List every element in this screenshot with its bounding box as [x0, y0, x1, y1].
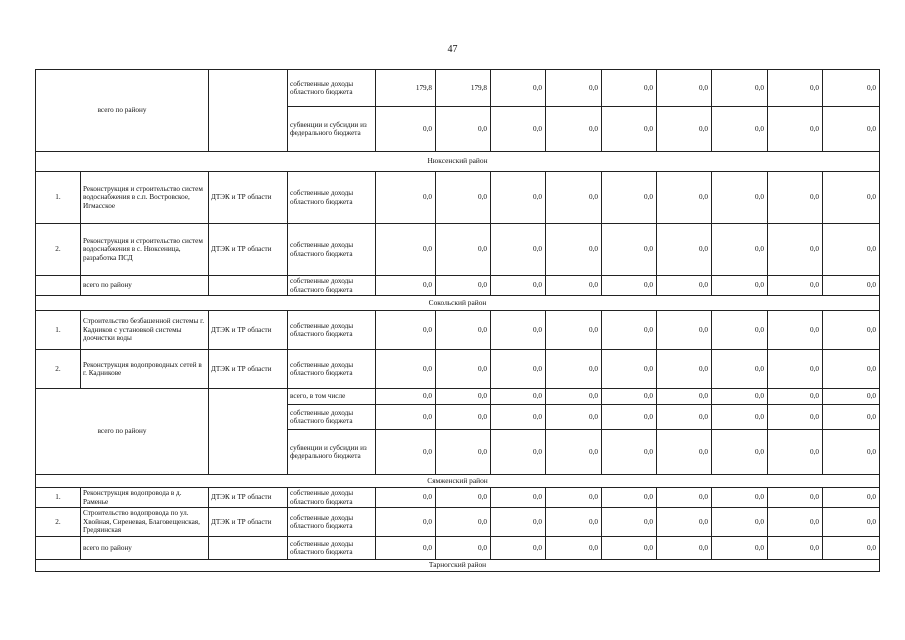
number-cell: [36, 537, 81, 560]
amount-cell: 0,0: [436, 430, 491, 475]
executor-cell: [209, 389, 288, 475]
amount-cell: 0,0: [712, 107, 768, 152]
amount-cell: 0,0: [376, 107, 436, 152]
amount-cell: 0,0: [657, 276, 712, 296]
item-executor: ДТЭК и ТР области: [209, 311, 288, 350]
amount-cell: 0,0: [712, 389, 768, 405]
amount-cell: 0,0: [491, 389, 546, 405]
amount-cell: 0,0: [712, 508, 768, 537]
amount-cell: 0,0: [768, 172, 823, 224]
amount-cell: 0,0: [546, 224, 602, 276]
amount-cell: 0,0: [491, 172, 546, 224]
amount-cell: 0,0: [436, 389, 491, 405]
amount-cell: 0,0: [602, 537, 657, 560]
amount-cell: 0,0: [712, 350, 768, 389]
amount-cell: 0,0: [436, 224, 491, 276]
table-row: [36, 311, 880, 350]
amount-cell: 0,0: [602, 276, 657, 296]
section-row: [36, 560, 880, 572]
table-row: [36, 70, 880, 107]
item-executor: ДТЭК и ТР области: [209, 488, 288, 508]
item-number: 2.: [36, 350, 81, 389]
amount-cell: 0,0: [376, 430, 436, 475]
item-number: 1.: [36, 311, 81, 350]
amount-cell: 0,0: [657, 311, 712, 350]
table-row: [36, 276, 880, 296]
amount-cell: 0,0: [436, 488, 491, 508]
table-row: [36, 172, 880, 224]
amount-cell: 0,0: [546, 537, 602, 560]
amount-cell: 0,0: [823, 537, 880, 560]
section-row: [36, 152, 880, 172]
funding-source: субвенции и субсидии из федерального бюджета: [288, 430, 376, 475]
amount-cell: 0,0: [823, 311, 880, 350]
executor-cell: [209, 537, 288, 560]
amount-cell: 0,0: [491, 508, 546, 537]
item-name: Строительство водопровода по ул. Хвойная, Сиреневая, Благовещенская, Гредяинская: [81, 508, 209, 537]
funding-source: собственные доходы областного бюджета: [288, 172, 376, 224]
funding-source: собственные доходы областного бюджета: [288, 224, 376, 276]
amount-cell: 0,0: [712, 70, 768, 107]
item-name: Реконструкция водопроводных сетей в г. Кадникове: [81, 350, 209, 389]
item-executor: ДТЭК и ТР области: [209, 508, 288, 537]
budget-table: [35, 69, 880, 572]
amount-cell: 0,0: [491, 107, 546, 152]
district-total-label: всего по району: [81, 276, 209, 296]
amount-cell: 0,0: [546, 276, 602, 296]
amount-cell: 0,0: [491, 276, 546, 296]
amount-cell: 0,0: [602, 311, 657, 350]
amount-cell: 0,0: [657, 430, 712, 475]
amount-cell: 0,0: [768, 508, 823, 537]
table-row: [36, 389, 880, 405]
amount-cell: 0,0: [712, 405, 768, 430]
amount-cell: 0,0: [546, 350, 602, 389]
item-executor: ДТЭК и ТР области: [209, 224, 288, 276]
executor-cell: [209, 276, 288, 296]
table-row: [36, 224, 880, 276]
table-row: [36, 508, 880, 537]
amount-cell: 0,0: [436, 537, 491, 560]
amount-cell: 0,0: [602, 350, 657, 389]
number-cell: [36, 276, 81, 296]
amount-cell: 0,0: [436, 405, 491, 430]
amount-cell: 0,0: [602, 107, 657, 152]
amount-cell: 0,0: [491, 405, 546, 430]
amount-cell: 0,0: [823, 508, 880, 537]
amount-cell: 0,0: [768, 107, 823, 152]
funding-source: собственные доходы областного бюджета: [288, 405, 376, 430]
amount-cell: 0,0: [376, 224, 436, 276]
amount-cell: 0,0: [436, 508, 491, 537]
amount-cell: 0,0: [823, 224, 880, 276]
amount-cell: 0,0: [602, 172, 657, 224]
amount-cell: 0,0: [376, 172, 436, 224]
amount-cell: 0,0: [602, 488, 657, 508]
amount-cell: 0,0: [376, 405, 436, 430]
amount-cell: 0,0: [712, 276, 768, 296]
amount-cell: 0,0: [436, 107, 491, 152]
district-total-label: всего по району: [81, 537, 209, 560]
amount-cell: 179,8: [436, 70, 491, 107]
amount-cell: 0,0: [823, 389, 880, 405]
amount-cell: 0,0: [823, 172, 880, 224]
amount-cell: 0,0: [602, 508, 657, 537]
amount-cell: 0,0: [491, 537, 546, 560]
amount-cell: 0,0: [768, 276, 823, 296]
amount-cell: 0,0: [602, 224, 657, 276]
item-name: Реконструкция водопровода в д. Раменье: [81, 488, 209, 508]
item-number: 1.: [36, 172, 81, 224]
amount-cell: 0,0: [768, 488, 823, 508]
amount-cell: 0,0: [436, 172, 491, 224]
section-title: Тарногский район: [36, 560, 880, 572]
amount-cell: 0,0: [376, 311, 436, 350]
amount-cell: 0,0: [436, 350, 491, 389]
amount-cell: 0,0: [657, 172, 712, 224]
amount-cell: 0,0: [376, 488, 436, 508]
funding-source: собственные доходы областного бюджета: [288, 70, 376, 107]
amount-cell: 0,0: [712, 311, 768, 350]
item-name: Реконструкция и строительство систем водоснабжения в с. Нюксеница, разработка ПСД: [81, 224, 209, 276]
amount-cell: 179,8: [376, 70, 436, 107]
amount-cell: 0,0: [657, 70, 712, 107]
funding-source: собственные доходы областного бюджета: [288, 350, 376, 389]
amount-cell: 0,0: [768, 311, 823, 350]
amount-cell: 0,0: [546, 70, 602, 107]
amount-cell: 0,0: [823, 276, 880, 296]
amount-cell: 0,0: [602, 389, 657, 405]
amount-cell: 0,0: [823, 350, 880, 389]
amount-cell: 0,0: [436, 276, 491, 296]
amount-cell: 0,0: [546, 107, 602, 152]
amount-cell: 0,0: [712, 430, 768, 475]
amount-cell: 0,0: [491, 311, 546, 350]
funding-source: собственные доходы областного бюджета: [288, 508, 376, 537]
item-executor: ДТЭК и ТР области: [209, 350, 288, 389]
section-title: Сокольский район: [36, 296, 880, 311]
amount-cell: 0,0: [376, 537, 436, 560]
amount-cell: 0,0: [657, 224, 712, 276]
amount-cell: 0,0: [491, 350, 546, 389]
amount-cell: 0,0: [823, 430, 880, 475]
section-title: Нюксенский район: [36, 152, 880, 172]
amount-cell: 0,0: [602, 70, 657, 107]
amount-cell: 0,0: [376, 276, 436, 296]
amount-cell: 0,0: [546, 430, 602, 475]
table-row: [36, 350, 880, 389]
table-row: [36, 537, 880, 560]
amount-cell: 0,0: [657, 350, 712, 389]
amount-cell: 0,0: [712, 172, 768, 224]
executor-cell: [209, 70, 288, 152]
amount-cell: 0,0: [546, 508, 602, 537]
amount-cell: 0,0: [712, 537, 768, 560]
amount-cell: 0,0: [657, 389, 712, 405]
district-total-label: всего по району: [36, 70, 209, 152]
amount-cell: 0,0: [823, 405, 880, 430]
amount-cell: 0,0: [546, 488, 602, 508]
amount-cell: 0,0: [823, 70, 880, 107]
amount-cell: 0,0: [546, 172, 602, 224]
amount-cell: 0,0: [602, 430, 657, 475]
table-row: [36, 488, 880, 508]
amount-cell: 0,0: [657, 508, 712, 537]
funding-source: всего, в том числе: [288, 389, 376, 405]
amount-cell: 0,0: [546, 311, 602, 350]
amount-cell: 0,0: [376, 350, 436, 389]
funding-source: собственные доходы областного бюджета: [288, 311, 376, 350]
amount-cell: 0,0: [657, 107, 712, 152]
district-total-label: всего по району: [36, 389, 209, 475]
amount-cell: 0,0: [768, 430, 823, 475]
item-name: Строительство безбашенной системы г. Кадников с установкой системы доочистки воды: [81, 311, 209, 350]
section-title: Сямженский район: [36, 475, 880, 488]
funding-source: субвенции и субсидии из федерального бюджета: [288, 107, 376, 152]
amount-cell: 0,0: [546, 389, 602, 405]
item-executor: ДТЭК и ТР области: [209, 172, 288, 224]
amount-cell: 0,0: [768, 389, 823, 405]
table-body: [36, 70, 880, 572]
amount-cell: 0,0: [546, 405, 602, 430]
amount-cell: 0,0: [768, 70, 823, 107]
amount-cell: 0,0: [491, 430, 546, 475]
item-number: 2.: [36, 508, 81, 537]
amount-cell: 0,0: [491, 488, 546, 508]
page-number: 47: [447, 44, 458, 55]
amount-cell: 0,0: [491, 70, 546, 107]
amount-cell: 0,0: [823, 488, 880, 508]
amount-cell: 0,0: [376, 508, 436, 537]
item-number: 1.: [36, 488, 81, 508]
amount-cell: 0,0: [712, 488, 768, 508]
item-number: 2.: [36, 224, 81, 276]
amount-cell: 0,0: [768, 405, 823, 430]
item-name: Реконструкция и строительство систем водоснабжения в с.п. Востровское, Игмасское: [81, 172, 209, 224]
amount-cell: 0,0: [768, 537, 823, 560]
amount-cell: 0,0: [376, 389, 436, 405]
amount-cell: 0,0: [657, 537, 712, 560]
amount-cell: 0,0: [823, 107, 880, 152]
amount-cell: 0,0: [712, 224, 768, 276]
amount-cell: 0,0: [602, 405, 657, 430]
amount-cell: 0,0: [768, 350, 823, 389]
amount-cell: 0,0: [768, 224, 823, 276]
amount-cell: 0,0: [491, 224, 546, 276]
funding-source: собственные доходы областного бюджета: [288, 537, 376, 560]
funding-source: собственные доходы областного бюджета: [288, 276, 376, 296]
amount-cell: 0,0: [657, 405, 712, 430]
section-row: [36, 475, 880, 488]
amount-cell: 0,0: [657, 488, 712, 508]
funding-source: собственные доходы областного бюджета: [288, 488, 376, 508]
amount-cell: 0,0: [436, 311, 491, 350]
section-row: [36, 296, 880, 311]
